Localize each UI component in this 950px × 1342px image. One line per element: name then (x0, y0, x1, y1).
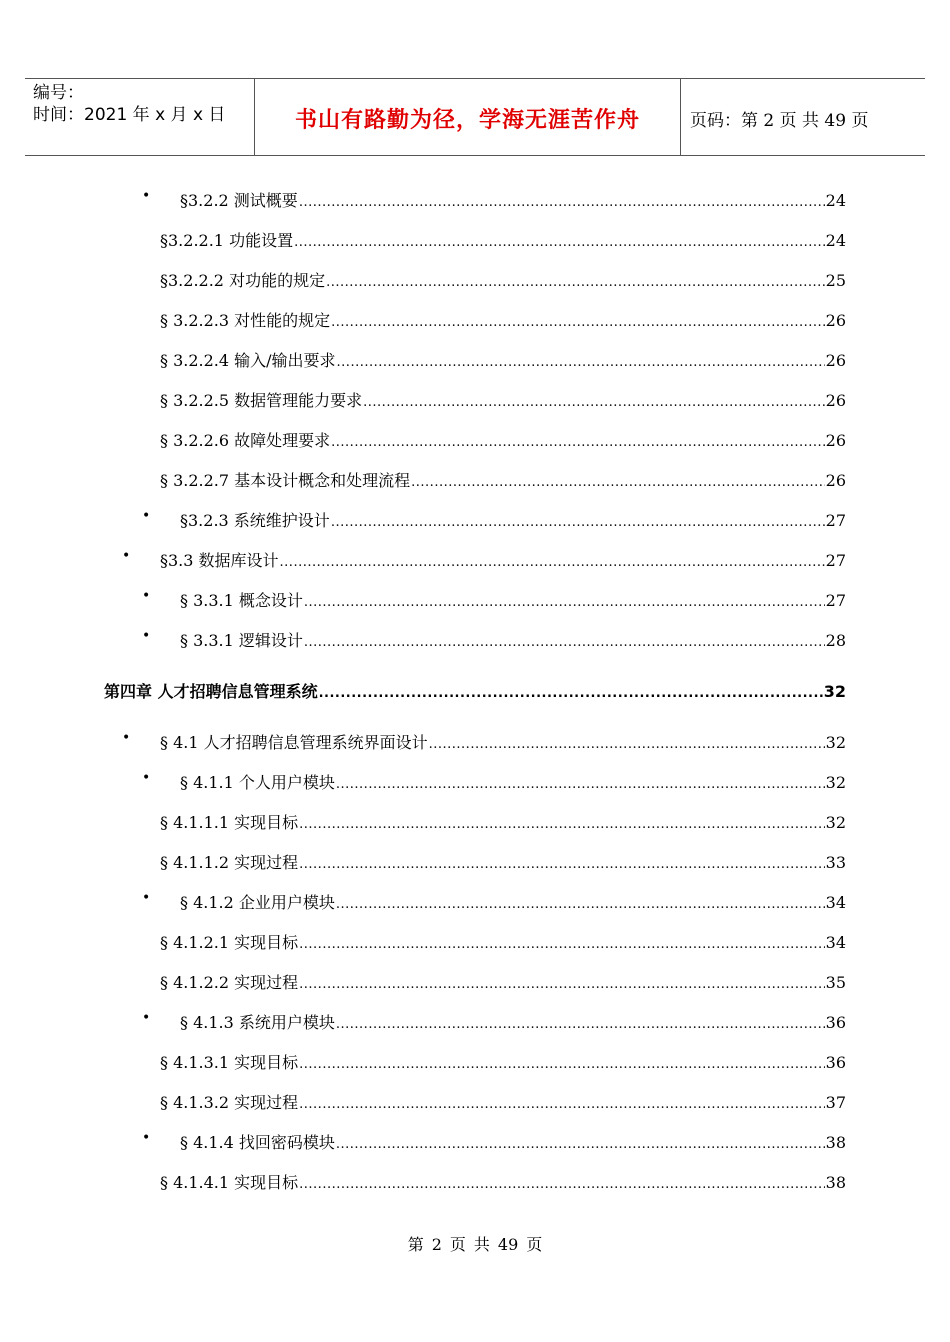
bullet-icon: • (142, 628, 151, 644)
toc-leader-dots (331, 515, 825, 530)
header-meta (33, 82, 225, 126)
toc-entry[interactable] (160, 428, 846, 452)
toc-entry[interactable] (142, 770, 846, 794)
toc-leader-dots (336, 897, 825, 912)
toc-leader-dots (411, 475, 824, 490)
toc-entry[interactable] (160, 268, 846, 292)
toc-entry-page: 27 (825, 591, 846, 610)
toc-entry-page: 33 (825, 853, 846, 872)
toc-entry-label: § 3.2.2.6 故障处理要求 (160, 431, 331, 450)
toc-entry-label: § 4.1.3.1 实现目标 (160, 1053, 299, 1072)
toc-leader-dots (319, 686, 823, 701)
header-motto: 书山有路勤为径，学海无涯苦作舟 (294, 108, 640, 133)
toc-leader-dots (299, 1177, 824, 1192)
footer-word-gong: 共 (473, 1235, 490, 1254)
toc-leader-dots (304, 635, 825, 650)
toc-entry[interactable] (160, 228, 846, 252)
toc-leader-dots (299, 857, 824, 872)
toc-entry[interactable] (160, 850, 846, 874)
bullet-icon: • (122, 548, 131, 564)
toc-entry[interactable] (160, 468, 846, 492)
toc-entry-label: § 4.1.4 找回密码模块 (180, 1133, 335, 1152)
toc-entry-label: § 4.1.2.1 实现目标 (160, 933, 299, 952)
toc-entry-label: § 3.2.2.3 对性能的规定 (160, 311, 331, 330)
toc-entry-page: 34 (825, 933, 846, 952)
header-bottom-rule (25, 155, 925, 156)
toc-leader-dots (336, 1137, 825, 1152)
toc-entry-label: § 3.2.2.5 数据管理能力要求 (160, 391, 363, 410)
toc-entry-label: § 4.1.1 个人用户模块 (180, 773, 335, 792)
toc-entry-label: §3.2.2 测试概要 (180, 191, 298, 210)
bullet-icon: • (142, 188, 151, 204)
bullet-icon: • (142, 588, 151, 604)
bullet-icon: • (142, 1010, 151, 1026)
toc-entry-page: 24 (825, 231, 846, 250)
header-divider-right (680, 78, 681, 155)
doc-number-label: 编号： (33, 83, 84, 103)
toc-entry-label: § 3.2.2.7 基本设计概念和处理流程 (160, 471, 411, 490)
toc-entry-label: §3.2.2.2 对功能的规定 (160, 271, 326, 290)
toc-entry-page: 25 (825, 271, 846, 290)
toc-leader-dots (280, 555, 825, 570)
header-top-rule (25, 78, 925, 79)
toc-entry-label: § 4.1.3 系统用户模块 (180, 1013, 335, 1032)
toc-leader-dots (429, 737, 825, 752)
toc-entry-page: 26 (825, 351, 846, 370)
bullet-icon: • (142, 1130, 151, 1146)
toc-entry[interactable] (122, 548, 846, 572)
toc-entry[interactable] (142, 1130, 846, 1154)
toc-leader-dots (299, 1057, 824, 1072)
toc-entry[interactable] (142, 508, 846, 532)
toc-entry-label: § 4.1.2.2 实现过程 (160, 973, 299, 992)
toc-entry-page: 34 (825, 893, 846, 912)
toc-entry-label: § 4.1.1.1 实现目标 (160, 813, 299, 832)
toc-entry-label: § 4.1.1.2 实现过程 (160, 853, 299, 872)
toc-entry[interactable] (160, 1050, 846, 1074)
toc-entry[interactable] (160, 348, 846, 372)
bullet-icon: • (122, 730, 131, 746)
toc-entry-label: 第四章 人才招聘信息管理系统 (104, 682, 318, 701)
toc-entry-page: 32 (823, 682, 846, 701)
toc-entry[interactable] (122, 730, 846, 754)
toc-entry-page: 26 (825, 471, 846, 490)
toc-entry-label: §3.2.3 系统维护设计 (180, 511, 330, 530)
header-page-info: 页码：第 2 页 共 49 页 (690, 111, 869, 131)
footer-total-pages: 49 (497, 1235, 519, 1254)
toc-chapter-entry[interactable] (104, 679, 846, 703)
toc-leader-dots (299, 937, 824, 952)
page-footer (0, 1232, 950, 1255)
toc-entry-label: § 3.3.1 概念设计 (180, 591, 303, 610)
toc-entry-page: 27 (825, 511, 846, 530)
toc-entry-label: § 4.1.2 企业用户模块 (180, 893, 335, 912)
toc-entry[interactable] (142, 588, 846, 612)
toc-entry[interactable] (142, 188, 846, 212)
toc-entry-page: 38 (825, 1173, 846, 1192)
toc-entry-page: 36 (825, 1013, 846, 1032)
toc-entry-label: § 4.1.4.1 实现目标 (160, 1173, 299, 1192)
toc-entry-page: 32 (825, 773, 846, 792)
toc-entry-page: 32 (825, 813, 846, 832)
toc-leader-dots (336, 777, 825, 792)
toc-entry-label: § 3.2.2.4 输入/输出要求 (160, 351, 336, 370)
toc-entry-page: 28 (825, 631, 846, 650)
toc-entry[interactable] (160, 388, 846, 412)
toc-entry-page: 26 (825, 311, 846, 330)
toc-entry[interactable] (160, 970, 846, 994)
toc-entry[interactable] (160, 810, 846, 834)
toc-leader-dots (299, 195, 825, 210)
toc-entry-page: 35 (825, 973, 846, 992)
toc-leader-dots (299, 1097, 824, 1112)
toc-leader-dots (304, 595, 825, 610)
footer-current-page: 2 (431, 1235, 442, 1254)
toc-leader-dots (337, 355, 825, 370)
footer-word-ye-end: 页 (526, 1235, 543, 1254)
toc-entry[interactable] (160, 1170, 846, 1194)
toc-leader-dots (326, 275, 825, 290)
toc-entry-page: 27 (825, 551, 846, 570)
toc-leader-dots (294, 235, 825, 250)
toc-leader-dots (363, 395, 824, 410)
toc-entry[interactable] (160, 1090, 846, 1114)
doc-time-label: 时间：2021 年 x 月 x 日 (33, 105, 226, 125)
toc-leader-dots (331, 435, 824, 450)
toc-entry-label: §3.2.2.1 功能设置 (160, 231, 294, 250)
toc-entry-label: § 4.1.3.2 实现过程 (160, 1093, 299, 1112)
toc-entry[interactable] (142, 890, 846, 914)
toc-leader-dots (299, 977, 824, 992)
bullet-icon: • (142, 770, 151, 786)
footer-word-di: 第 (407, 1235, 424, 1254)
toc-entry-page: 24 (825, 191, 846, 210)
toc-entry-page: 26 (825, 431, 846, 450)
toc-entry-page: 36 (825, 1053, 846, 1072)
toc-entry[interactable] (142, 628, 846, 652)
toc-entry-page: 37 (825, 1093, 846, 1112)
footer-word-ye: 页 (449, 1235, 466, 1254)
toc-entry-label: § 3.3.1 逻辑设计 (180, 631, 303, 650)
toc-leader-dots (299, 817, 824, 832)
bullet-icon: • (142, 890, 151, 906)
toc-entry-label: § 4.1 人才招聘信息管理系统界面设计 (160, 733, 428, 752)
bullet-icon: • (142, 508, 151, 524)
toc-leader-dots (336, 1017, 825, 1032)
toc-entry[interactable] (160, 930, 846, 954)
toc-leader-dots (331, 315, 824, 330)
toc-entry-label: §3.3 数据库设计 (160, 551, 279, 570)
toc-entry-page: 32 (825, 733, 846, 752)
toc-entry-page: 38 (825, 1133, 846, 1152)
toc-entry[interactable] (160, 308, 846, 332)
toc-entry[interactable] (142, 1010, 846, 1034)
toc-entry-page: 26 (825, 391, 846, 410)
